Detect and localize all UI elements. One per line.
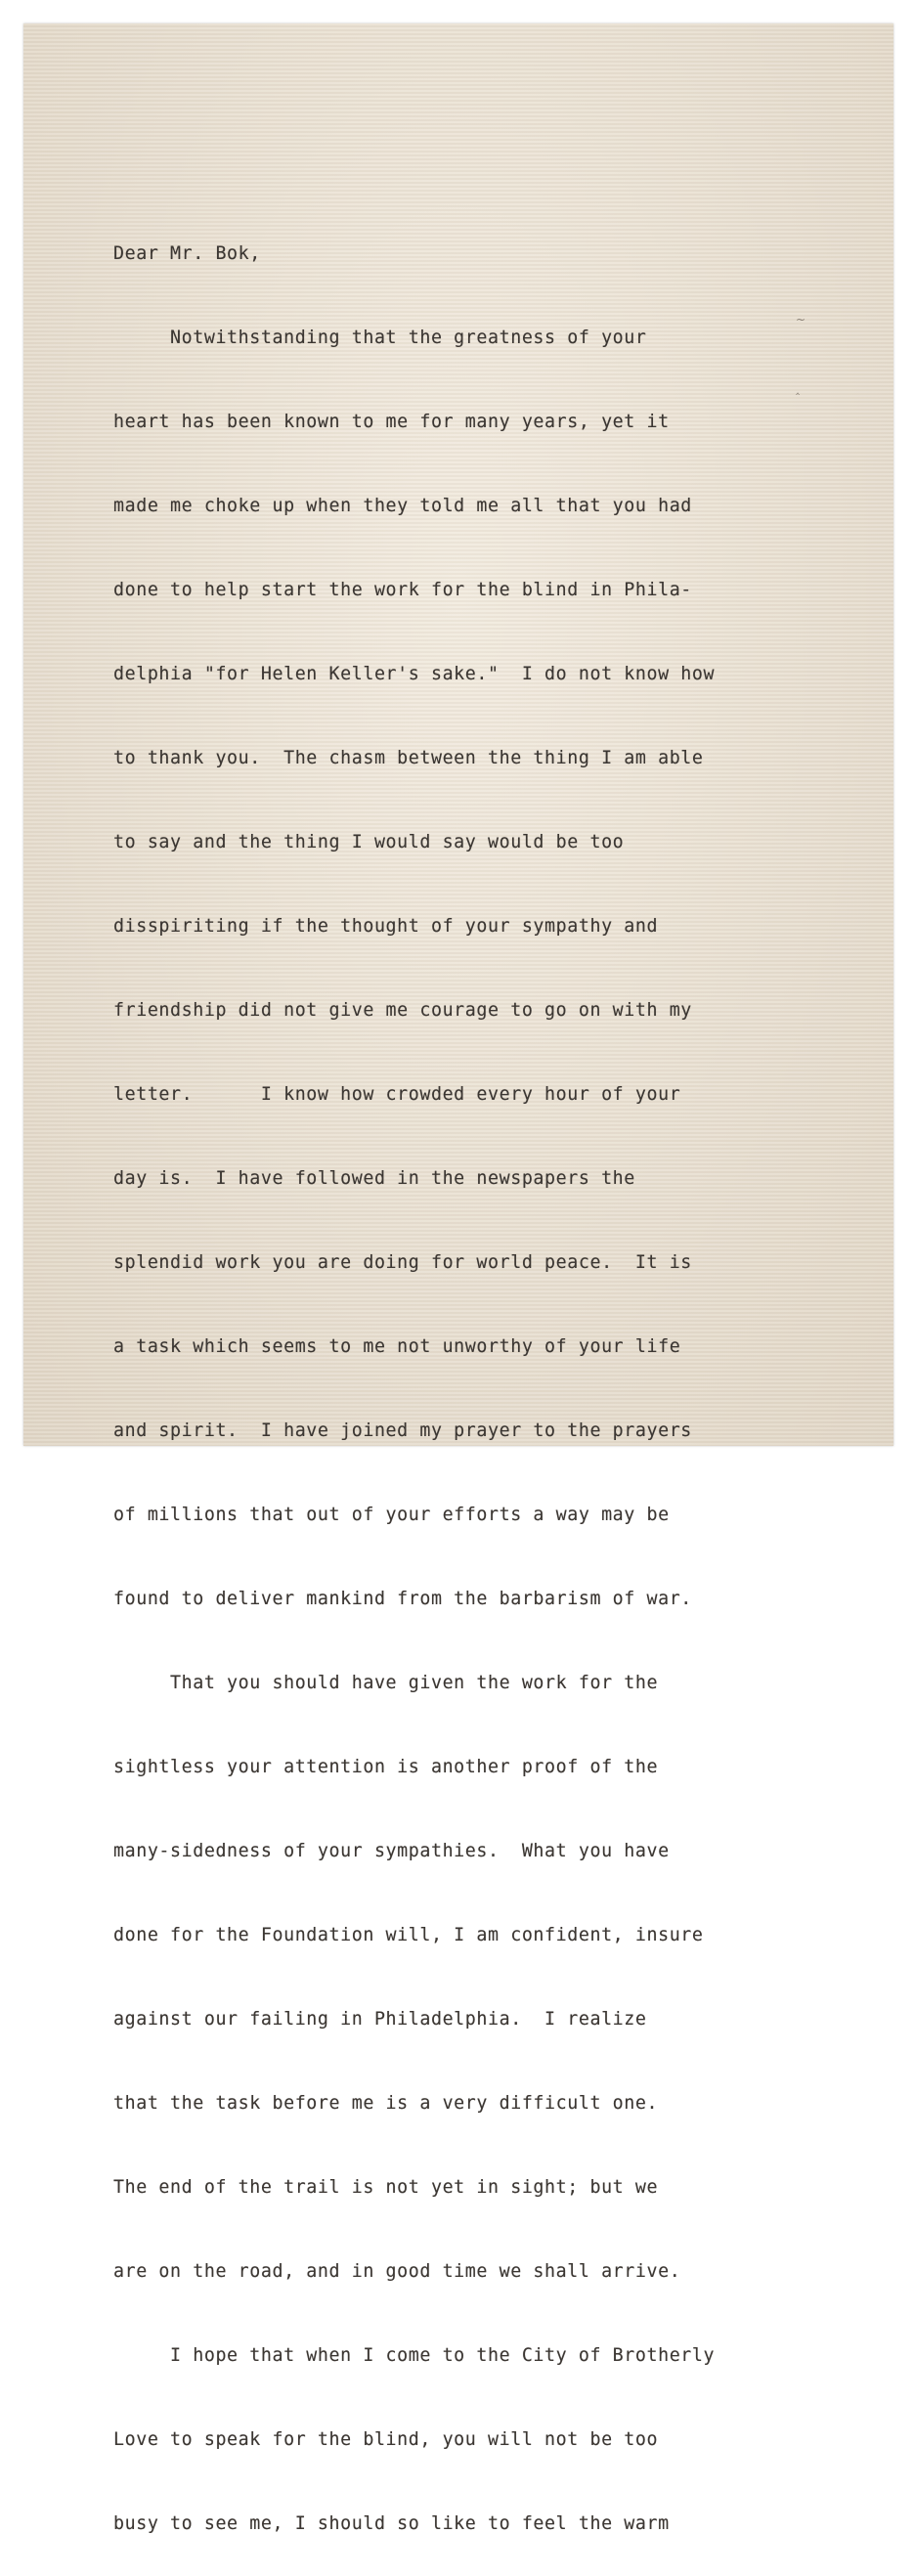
letter-line: disspiriting if the thought of your sympathy and <box>113 916 659 937</box>
letter-line: Notwithstanding that the greatness of your <box>113 327 647 348</box>
letter-line: to thank you. The chasm between the thing I am able <box>113 748 704 768</box>
letter-line: The end of the trail is not yet in sight; but we <box>113 2177 659 2198</box>
letter-line: found to deliver mankind from the barbarism of war. <box>113 1589 692 1609</box>
letter-line: I hope that when I come to the City of Brotherly <box>113 2345 716 2366</box>
letter-line: done for the Foundation will, I am confident, insure <box>113 1925 704 1945</box>
letter-line: busy to see me, I should so like to feel the warm <box>113 2513 670 2534</box>
letter-line: many-sidedness of your sympathies. What you have <box>113 1841 670 1861</box>
letter-line: day is. I have followed in the newspapers the <box>113 1168 635 1189</box>
letter-line: splendid work you are doing for world peace. It is <box>113 1252 692 1273</box>
letter-line: made me choke up when they told me all that you had <box>113 496 692 516</box>
letter-line: delphia "for Helen Keller's sake." I do not know how <box>113 664 716 684</box>
letter-line: and spirit. I have joined my prayer to the prayers <box>113 1420 692 1441</box>
pencil-mark-right: ‸ <box>796 381 801 395</box>
letter-line: Love to speak for the blind, you will not be too <box>113 2429 659 2450</box>
letter-line: letter. I know how crowded every hour of your <box>113 1084 681 1105</box>
pencil-mark-top: ~ <box>796 313 806 327</box>
letter-line: to say and the thing I would say would be too <box>113 832 625 852</box>
letter-line: against our failing in Philadelphia. I realize <box>113 2009 647 2030</box>
letter-line: sightless your attention is another proof of the <box>113 1757 659 1777</box>
letter-line: friendship did not give me courage to go on with my <box>113 1000 692 1021</box>
letter-line: are on the road, and in good time we shall arrive. <box>113 2261 681 2282</box>
letter-line: of millions that out of your efforts a way may be <box>113 1505 670 1525</box>
letter-line: done to help start the work for the blind in Phila- <box>113 580 692 600</box>
letter-body <box>113 201 837 2576</box>
letter-line: That you should have given the work for the <box>113 1673 659 1693</box>
letter-line: that the task before me is a very difficult one. <box>113 2093 659 2114</box>
letter-line: a task which seems to me not unworthy of your life <box>113 1336 681 1357</box>
salutation: Dear Mr. Bok, <box>113 243 261 264</box>
letter-line: heart has been known to me for many years, yet it <box>113 412 670 432</box>
